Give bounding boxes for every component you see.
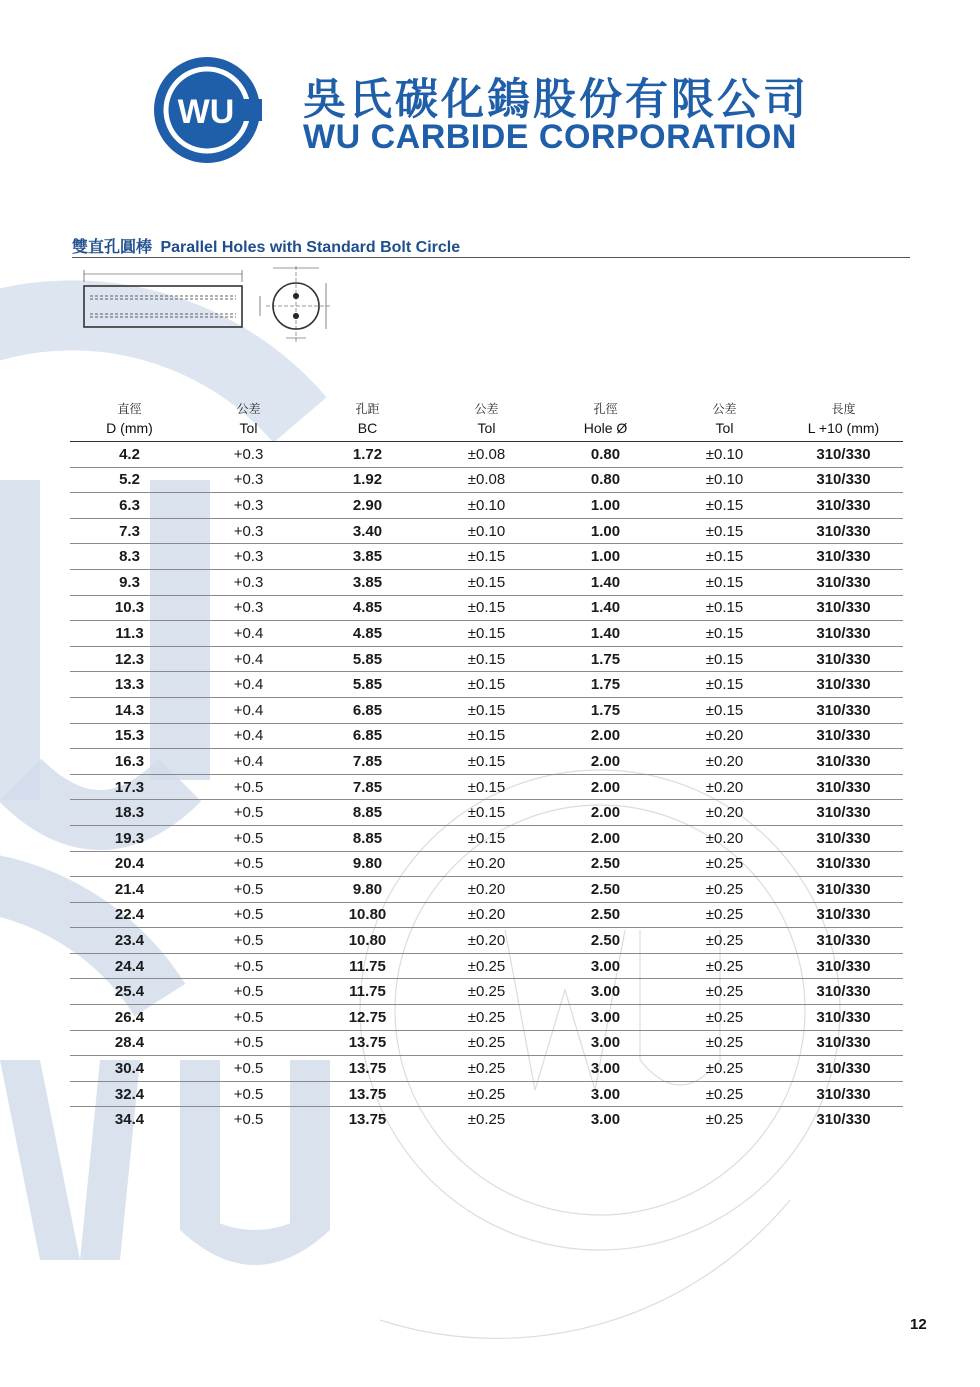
cell-hole-diameter: 3.00 xyxy=(590,1111,621,1129)
table-row xyxy=(70,1107,903,1132)
cell-diameter: 26.4 xyxy=(70,1005,189,1031)
cell-hole-diameter: 3.00 xyxy=(546,1081,665,1107)
cell-diameter: 32.4 xyxy=(70,1081,189,1107)
cell-bc-tol: ±0.08 xyxy=(427,442,546,468)
cell-bolt-circle: 3.85 xyxy=(308,544,427,570)
cell-bc-tol: ±0.25 xyxy=(427,979,546,1005)
cell-length: 310/330 xyxy=(784,518,903,544)
cell-bolt-circle: 9.80 xyxy=(308,851,427,877)
cell-hole-tol: ±0.20 xyxy=(665,800,784,826)
cell-diameter-tol: +0.5 xyxy=(189,774,308,800)
cell-bc-tol: ±0.15 xyxy=(427,672,546,698)
cell-bolt-circle: 8.85 xyxy=(308,800,427,826)
cell-diameter-tol: +0.3 xyxy=(189,544,308,570)
cell-diameter-tol: +0.4 xyxy=(189,723,308,749)
cell-bolt-circle: 3.85 xyxy=(308,569,427,595)
cell-bc-tol: ±0.25 xyxy=(427,953,546,979)
cell-diameter-tol: +0.4 xyxy=(189,646,308,672)
cell-length: 310/330 xyxy=(784,697,903,723)
cell-diameter: 4.2 xyxy=(70,442,189,468)
cell-diameter: 30.4 xyxy=(70,1056,189,1082)
table-row xyxy=(70,1081,903,1107)
cell-bolt-circle: 6.85 xyxy=(308,697,427,723)
cell-hole-diameter: 2.50 xyxy=(546,877,665,903)
cell-bolt-circle: 1.92 xyxy=(308,467,427,493)
cell-length: 310/330 xyxy=(784,646,903,672)
cell-length: 310/330 xyxy=(784,800,903,826)
cell-diameter-tol: +0.5 xyxy=(189,877,308,903)
cell-bc-tol: ±0.20 xyxy=(427,851,546,877)
cell-hole-tol: ±0.20 xyxy=(665,825,784,851)
cell-bolt-circle: 3.40 xyxy=(308,518,427,544)
cell-bolt-circle: 7.85 xyxy=(308,749,427,775)
cell-hole-diameter: 1.75 xyxy=(546,646,665,672)
cell-bolt-circle: 9.80 xyxy=(308,877,427,903)
cell-bolt-circle: 2.90 xyxy=(308,493,427,519)
table-row xyxy=(70,902,903,928)
cell-bc-tol: ±0.20 xyxy=(427,928,546,954)
cell-diameter-tol: +0.5 xyxy=(189,902,308,928)
cell-diameter: 19.3 xyxy=(70,825,189,851)
cell-bolt-circle: 7.85 xyxy=(308,774,427,800)
cell-hole-diameter: 1.75 xyxy=(546,697,665,723)
cell-hole-diameter: 3.00 xyxy=(546,953,665,979)
cell-bolt-circle: 6.85 xyxy=(308,723,427,749)
cell-length: 310/330 xyxy=(784,825,903,851)
cell-length: 310/330 xyxy=(784,621,903,647)
cell-diameter-tol: +0.4 xyxy=(189,697,308,723)
table-row xyxy=(70,672,903,698)
cell-diameter: 24.4 xyxy=(70,953,189,979)
cell-diameter-tol: +0.3 xyxy=(189,493,308,519)
cell-length: 310/330 xyxy=(784,902,903,928)
header-hole-tol: 公差 Tol xyxy=(665,392,784,442)
rod-diagram xyxy=(76,262,346,347)
table-row xyxy=(70,1030,903,1056)
cell-length: 310/330 xyxy=(784,1030,903,1056)
cell-hole-diameter: 3.00 xyxy=(546,1005,665,1031)
cell-hole-diameter: 1.00 xyxy=(546,518,665,544)
cell-hole-diameter: 2.00 xyxy=(546,800,665,826)
table-row xyxy=(70,442,903,468)
cell-hole-diameter: 1.75 xyxy=(546,672,665,698)
cell-bc-tol: ±0.25 xyxy=(427,1056,546,1082)
cell-bc-tol: ±0.15 xyxy=(427,723,546,749)
cell-diameter-tol: +0.5 xyxy=(189,1005,308,1031)
cell-diameter: 17.3 xyxy=(70,774,189,800)
cell-hole-diameter: 1.40 xyxy=(546,621,665,647)
cell-diameter: 5.2 xyxy=(70,467,189,493)
cell-hole-tol: ±0.25 xyxy=(665,979,784,1005)
cell-hole-tol: ±0.15 xyxy=(665,518,784,544)
section-title-cn: 雙直孔圓棒 xyxy=(72,237,153,256)
cell-bolt-circle: 8.85 xyxy=(308,825,427,851)
page-header xyxy=(0,0,980,200)
cell-bolt-circle: 4.85 xyxy=(308,595,427,621)
cell-bc-tol: ±0.20 xyxy=(427,902,546,928)
cell-diameter: 16.3 xyxy=(70,749,189,775)
cell-hole-tol: ±0.15 xyxy=(665,672,784,698)
logo-text: WU xyxy=(177,93,235,131)
cell-length: 310/330 xyxy=(784,544,903,570)
cell-hole-tol: ±0.25 xyxy=(665,1005,784,1031)
cell-diameter-tol: +0.5 xyxy=(233,1111,264,1129)
cell-hole-tol: ±0.15 xyxy=(665,569,784,595)
cell-length: 310/330 xyxy=(784,1005,903,1031)
cell-length: 310/330 xyxy=(784,493,903,519)
cell-diameter: 6.3 xyxy=(70,493,189,519)
cell-hole-diameter: 2.00 xyxy=(546,774,665,800)
cell-diameter: 14.3 xyxy=(70,697,189,723)
spec-table xyxy=(70,392,903,1132)
cell-diameter: 15.3 xyxy=(70,723,189,749)
cell-bolt-circle: 13.75 xyxy=(308,1030,427,1056)
cell-bc-tol: ±0.15 xyxy=(427,569,546,595)
company-name-cn: 吳氏碳化鎢股份有限公司 xyxy=(303,75,809,125)
cell-hole-diameter: 2.00 xyxy=(546,723,665,749)
cell-length: 310/330 xyxy=(784,928,903,954)
header-diameter-tol: 公差 Tol xyxy=(189,392,308,442)
cell-hole-tol: ±0.25 xyxy=(665,877,784,903)
cell-diameter-tol: +0.5 xyxy=(189,800,308,826)
cell-hole-diameter: 3.00 xyxy=(546,979,665,1005)
cell-length: 310/330 xyxy=(784,851,903,877)
cell-hole-diameter: 0.80 xyxy=(546,467,665,493)
cell-diameter: 34.4 xyxy=(114,1111,145,1129)
cell-hole-tol: ±0.15 xyxy=(665,493,784,519)
cell-diameter-tol: +0.4 xyxy=(189,749,308,775)
cell-bc-tol: ±0.15 xyxy=(427,749,546,775)
cell-diameter: 25.4 xyxy=(70,979,189,1005)
cell-length: 310/330 xyxy=(784,672,903,698)
cell-hole-diameter: 3.00 xyxy=(546,1030,665,1056)
company-name-en: WU CARBIDE CORPORATION xyxy=(303,118,797,156)
table-row xyxy=(70,646,903,672)
cell-hole-diameter: 0.80 xyxy=(546,442,665,468)
table-row xyxy=(70,877,903,903)
cell-hole-tol: ±0.25 xyxy=(665,851,784,877)
cell-diameter-tol: +0.5 xyxy=(189,1056,308,1082)
wu-logo xyxy=(152,55,262,165)
cell-hole-tol: ±0.15 xyxy=(665,595,784,621)
table-row xyxy=(70,800,903,826)
cell-hole-diameter: 2.00 xyxy=(546,825,665,851)
table-row xyxy=(70,928,903,954)
cell-hole-diameter: 2.00 xyxy=(546,749,665,775)
cell-bolt-circle: 5.85 xyxy=(308,672,427,698)
cell-diameter: 22.4 xyxy=(70,902,189,928)
cell-diameter: 21.4 xyxy=(70,877,189,903)
cell-diameter: 11.3 xyxy=(70,621,189,647)
table-row xyxy=(70,1056,903,1082)
cell-hole-tol: ±0.25 xyxy=(665,928,784,954)
cell-length: 310/330 xyxy=(784,953,903,979)
cell-hole-tol: ±0.15 xyxy=(665,544,784,570)
cell-diameter: 10.3 xyxy=(70,595,189,621)
table-row xyxy=(70,569,903,595)
cell-length: 310/330 xyxy=(816,1111,871,1129)
table-row xyxy=(70,953,903,979)
cell-diameter: 8.3 xyxy=(70,544,189,570)
cell-diameter-tol: +0.3 xyxy=(189,467,308,493)
cell-bc-tol: ±0.15 xyxy=(427,697,546,723)
table-row xyxy=(70,749,903,775)
header-hole-diameter: 孔徑 Hole Ø xyxy=(546,392,665,442)
cell-bolt-circle: 10.80 xyxy=(308,902,427,928)
section-title xyxy=(72,234,460,257)
cell-hole-diameter: 1.40 xyxy=(546,569,665,595)
table-row xyxy=(70,723,903,749)
table-row xyxy=(70,1005,903,1031)
table-row xyxy=(70,979,903,1005)
cell-length: 310/330 xyxy=(784,1056,903,1082)
cell-bc-tol: ±0.25 xyxy=(467,1111,506,1129)
cell-bolt-circle: 13.75 xyxy=(308,1056,427,1082)
table-row xyxy=(70,544,903,570)
table-row xyxy=(70,467,903,493)
cell-hole-tol: ±0.15 xyxy=(665,621,784,647)
header-bc-tol: 公差 Tol xyxy=(427,392,546,442)
cell-diameter: 12.3 xyxy=(70,646,189,672)
cell-diameter-tol: +0.4 xyxy=(189,621,308,647)
cell-hole-tol: ±0.25 xyxy=(665,1081,784,1107)
cell-length: 310/330 xyxy=(784,442,903,468)
table-row xyxy=(70,493,903,519)
cell-bolt-circle: 4.85 xyxy=(308,621,427,647)
cell-hole-tol: ±0.15 xyxy=(665,646,784,672)
cell-diameter-tol: +0.3 xyxy=(189,595,308,621)
cell-hole-tol: ±0.20 xyxy=(665,749,784,775)
cell-hole-tol: ±0.10 xyxy=(665,467,784,493)
cell-hole-tol: ±0.25 xyxy=(665,1056,784,1082)
cell-length: 310/330 xyxy=(784,749,903,775)
cell-bolt-circle: 13.75 xyxy=(308,1081,427,1107)
cell-hole-diameter: 2.50 xyxy=(546,902,665,928)
rod-side-view xyxy=(84,270,242,327)
cell-diameter-tol: +0.5 xyxy=(189,928,308,954)
cell-bc-tol: ±0.10 xyxy=(427,493,546,519)
header-length: 長度 L +10 (mm) xyxy=(784,392,903,442)
cell-diameter: 28.4 xyxy=(70,1030,189,1056)
cell-hole-tol: ±0.20 xyxy=(665,723,784,749)
cell-bolt-circle: 11.75 xyxy=(308,953,427,979)
table-row xyxy=(70,518,903,544)
cell-hole-diameter: 1.00 xyxy=(546,493,665,519)
cell-hole-diameter: 1.40 xyxy=(546,595,665,621)
cell-bc-tol: ±0.08 xyxy=(427,467,546,493)
cell-diameter: 9.3 xyxy=(70,569,189,595)
cell-diameter-tol: +0.5 xyxy=(189,1030,308,1056)
cell-hole-tol: ±0.25 xyxy=(705,1111,744,1129)
cell-bc-tol: ±0.15 xyxy=(427,800,546,826)
cell-bc-tol: ±0.15 xyxy=(427,774,546,800)
cell-bc-tol: ±0.25 xyxy=(427,1081,546,1107)
cell-length: 310/330 xyxy=(784,979,903,1005)
cell-diameter-tol: +0.4 xyxy=(189,672,308,698)
cell-bolt-circle: 1.72 xyxy=(308,442,427,468)
cell-hole-tol: ±0.25 xyxy=(665,953,784,979)
header-bolt-circle: 孔距 BC xyxy=(308,392,427,442)
cell-bc-tol: ±0.15 xyxy=(427,544,546,570)
table-row xyxy=(70,825,903,851)
cell-diameter-tol: +0.5 xyxy=(189,953,308,979)
cell-diameter: 13.3 xyxy=(70,672,189,698)
cell-hole-diameter: 2.50 xyxy=(546,928,665,954)
cell-hole-diameter: 2.50 xyxy=(546,851,665,877)
cell-length: 310/330 xyxy=(784,467,903,493)
table-row xyxy=(70,595,903,621)
cell-bolt-circle: 12.75 xyxy=(308,1005,427,1031)
cell-diameter: 7.3 xyxy=(70,518,189,544)
cell-length: 310/330 xyxy=(784,1081,903,1107)
cell-bolt-circle: 11.75 xyxy=(308,979,427,1005)
header-diameter: 直徑 D (mm) xyxy=(70,392,189,442)
cell-bc-tol: ±0.15 xyxy=(427,595,546,621)
cell-bc-tol: ±0.15 xyxy=(427,621,546,647)
table-row xyxy=(70,697,903,723)
cell-hole-tol: ±0.20 xyxy=(665,774,784,800)
title-divider xyxy=(72,257,910,258)
table-row xyxy=(70,774,903,800)
cell-diameter-tol: +0.3 xyxy=(189,518,308,544)
cell-bc-tol: ±0.20 xyxy=(427,877,546,903)
table-row xyxy=(70,621,903,647)
cell-diameter-tol: +0.5 xyxy=(189,825,308,851)
table-header-row xyxy=(70,392,903,442)
cell-hole-tol: ±0.25 xyxy=(665,902,784,928)
cell-length: 310/330 xyxy=(784,595,903,621)
cell-bolt-circle: 10.80 xyxy=(308,928,427,954)
cell-hole-diameter: 3.00 xyxy=(546,1056,665,1082)
section-title-en: Parallel Holes with Standard Bolt Circle xyxy=(160,239,461,256)
cell-length: 310/330 xyxy=(784,569,903,595)
cell-bolt-circle: 13.75 xyxy=(348,1111,387,1129)
cell-length: 310/330 xyxy=(784,774,903,800)
cell-length: 310/330 xyxy=(784,877,903,903)
cell-diameter: 23.4 xyxy=(70,928,189,954)
cell-diameter-tol: +0.5 xyxy=(189,851,308,877)
cell-bc-tol: ±0.15 xyxy=(427,646,546,672)
cell-bc-tol: ±0.25 xyxy=(427,1005,546,1031)
cell-bc-tol: ±0.10 xyxy=(427,518,546,544)
cell-bc-tol: ±0.15 xyxy=(427,825,546,851)
cell-hole-tol: ±0.15 xyxy=(665,697,784,723)
cell-hole-diameter: 1.00 xyxy=(546,544,665,570)
cell-diameter-tol: +0.3 xyxy=(189,442,308,468)
cell-diameter: 18.3 xyxy=(70,800,189,826)
cell-hole-tol: ±0.10 xyxy=(665,442,784,468)
cell-bc-tol: ±0.25 xyxy=(427,1030,546,1056)
cell-diameter: 20.4 xyxy=(70,851,189,877)
cell-diameter-tol: +0.5 xyxy=(189,979,308,1005)
cell-length: 310/330 xyxy=(784,723,903,749)
cell-hole-tol: ±0.25 xyxy=(665,1030,784,1056)
cell-diameter-tol: +0.5 xyxy=(189,1081,308,1107)
rod-end-view xyxy=(260,266,332,342)
table-row xyxy=(70,851,903,877)
cell-diameter-tol: +0.3 xyxy=(189,569,308,595)
cell-bolt-circle: 5.85 xyxy=(308,646,427,672)
page-number: 12 xyxy=(910,1316,927,1333)
